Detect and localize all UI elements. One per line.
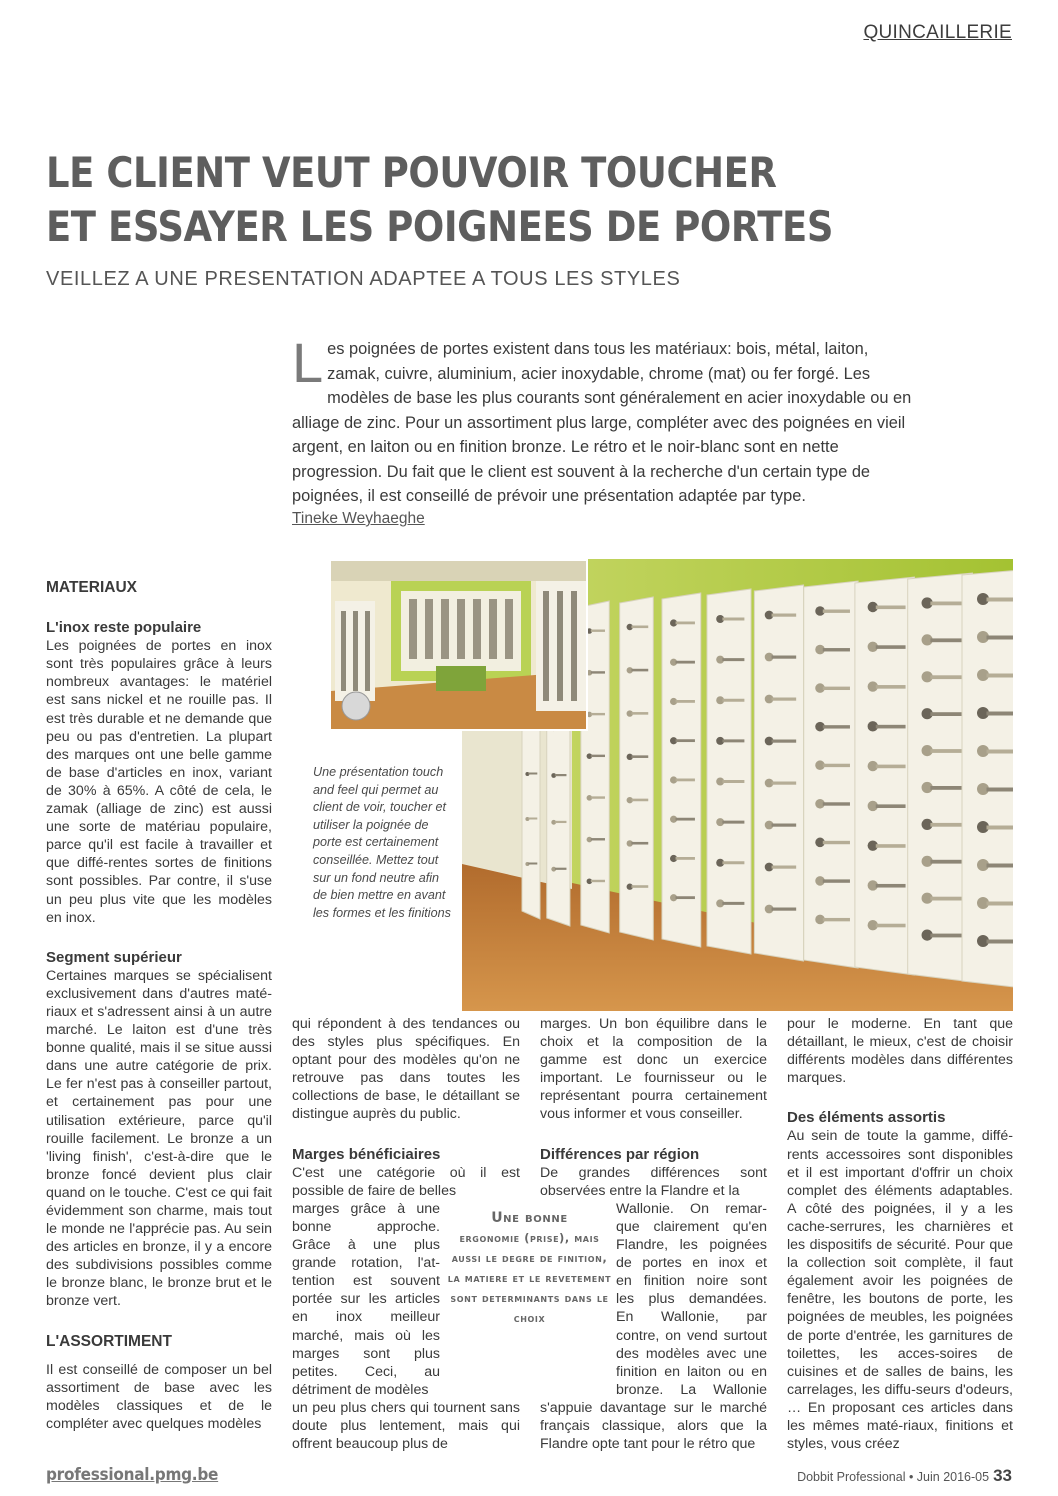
paragraph-region-2: s'appuie davantage sur le marché français classique, alors que la Flandre opte tant pour le rétro que [540,1399,767,1453]
text-line: marché, mais où les [292,1327,440,1344]
paragraph-segment: Certaines marques se spécialisent exclusivement dans d'autres maté-riaux et s'adressent ainsi à un autre marché. Le laiton est d'une très bonne qualité, mais il se situe aussi dans une autre catégorie de prix. Le fer n'est pas à conseiller partout, et certainement pas pour une utilisation extérieure, parce qu'il rouille facilement. Le bronze a un 'living finish', c'est-à-dire que le bronze foncé devient plus clair quand on le touche. C'est ce qui fait évidemment son charme, mais tout le monde ne l'apprécie pas. Au sein des articles en bronze, il y a encore des subdivisions possibles comme le bronze blanc, le bronze brut et le bronze vert. [46,967,272,1310]
paragraph-marges-2: un peu plus chers qui tournent sans doute plus lentement, mais qui offrent beaucoup plus de [292,1399,520,1453]
headline [46,146,838,254]
subtitle: VEILLEZ A UNE PRESENTATION ADAPTEE A TOUS LES STYLES [46,268,681,290]
heading-materiaux: MATERIAUX [46,579,137,596]
showroom-photo-inset [329,559,588,731]
footer-website-link[interactable]: professional.pmg.be [46,1465,219,1485]
paragraph-col4-cont: pour le moderne. En tant que détaillant, le mieux, c'est de choisir différents modèles dans différentes marques. [787,1016,1013,1087]
text-line: portée sur les articles [292,1291,440,1308]
heading-assortiment: L'ASSORTIMENT [46,1332,172,1350]
text-line: détriment de modèles [292,1381,429,1398]
paragraph-marges-narrow [292,1200,440,1399]
article-column-4 [787,1015,1013,1453]
text-line: En Wallonie, par [616,1309,767,1326]
footer-magazine [797,1466,1012,1486]
text-line: en finition noire sont [616,1273,767,1290]
text-line: bronze. La Wallonie [616,1381,767,1398]
heading-marges: Marges bénéficiaires [292,1145,441,1163]
paragraph-assortiment: Il est conseillé de composer un bel assortiment de base avec les modèles classiques et de le compléter avec quelques modèles [46,1361,272,1432]
text-line: que clairement qu'en [616,1218,767,1235]
text-line: contre, on vend surtout [616,1327,767,1344]
drop-cap: L [292,331,324,394]
text-line: marges sont plus [292,1345,440,1362]
text-line: petites. Ceci, au [292,1363,440,1380]
headline-line-2: ET ESSAYER LES POIGNEES DE PORTES [46,202,834,251]
paragraph-marges-1: C'est une catégorie où il est possible de faire de belles [292,1164,520,1199]
heading-elements: Des éléments assortis [787,1109,946,1127]
paragraph-col3-cont: marges. Un bon équilibre dans le choix et la composition de la gamme est donc un exercice important. Le fournisseur ou le représentant pourra certainement vous informer et vous conseiller. [540,1016,767,1123]
heading-region: Différences par région [540,1145,700,1163]
page-number: 33 [993,1466,1012,1485]
headline-line-1: LE CLIENT VEUT POUVOIR TOUCHER [46,148,777,197]
text-line: les plus demandées. [616,1291,767,1308]
text-line: des modèles avec une [616,1345,767,1362]
text-line: grande rotation, l'at- [292,1255,440,1272]
text-line: bonne approche. [292,1218,440,1235]
section-tag: QUINCAILLERIE [863,22,1012,43]
text-line: tention est souvent [292,1273,440,1290]
paragraph-region-1: De grandes différences sont observées entre la Flandre et la [540,1164,767,1199]
text-line: en inox meilleur [292,1309,440,1326]
pull-quote [443,1208,616,1329]
pull-quote-lead: Une bonne [491,1210,568,1226]
text-line: Grâce à une plus [292,1237,440,1254]
paragraph-region-narrow [616,1200,767,1399]
text-line: finition en laiton ou en [616,1363,767,1380]
heading-inox: L'inox reste populaire [46,619,202,637]
footer-magazine-name: Dobbit Professional • Juin 2016-05 [797,1470,990,1484]
text-line: Flandre, les poignées [616,1237,767,1254]
text-line: Wallonie. On remar- [616,1200,767,1217]
paragraph-col2-cont: qui répondent à des tendances ou des styles plus spécifiques. En optant pour des modèles qu'on ne retrouve pas dans toutes les collections de base, le détaillant se distingue auprès du public. [292,1016,520,1123]
text-line: marges grâce à une [292,1200,440,1217]
heading-segment: Segment supérieur [46,948,182,966]
text-line: de portes en inox et [616,1255,767,1272]
article-column-1 [46,579,272,1433]
author-byline: Tineke Weyhaeghe [292,510,425,527]
paragraph-inox: Les poignées de portes en inox sont très populaires grâce à leurs nombreux avantages: le matériel est sans nickel et ne rouille pas. Il est très durable et ne demande que peu ou pas d'entretien. La plupart des marques ont une belle gamme de base d'articles en inox, variant de 30% à 65%. A côté de cela, le zamak (alliage de zinc) est aussi une sorte de matériau populaire, parce qu'il est facile à travailler et que diffé-rentes sortes de finitions sont possibles. Par contre, il s'use un peu plus vite que les modèles en inox. [46,638,272,926]
photo-caption: Une présentation touch and feel qui permet au client de voir, toucher et utiliser la poignée de porte est certainement conseillée. Mettez tout sur un fond neutre afin de bien mettre en avant les formes et les finitions [313,765,451,920]
intro-text: es poignées de portes existent dans tous les matériaux: bois, métal, laiton, zamak, cuivre, aluminium, acier inoxydable, chrome (mat) ou fer forgé. Les modèles de base les plus courants sont généralement en acier inoxydable ou en alliage de zinc. Pour un assortiment plus large, compléter avec des poignées en vieil argent, en laiton ou en finition bronze. Le rétro et le noir-blanc sont en nette progression. Du fait que le client est souvent à la recherche d'un certain type de poignées, il est conseillé de prévoir une présentation adaptée par type. [292,340,912,505]
intro-paragraph [292,331,914,509]
pull-quote-text: ergonomie (prise), mais aussi le degre de finition, la matiere et le revetement sont determinants dans le choix [447,1232,612,1325]
paragraph-elements: Au sein de toute la gamme, diffé-rents accessoires sont disponibles et il est important d'offrir un choix complet des éléments adaptables. A côté des poignées, il y a les cache-serrures, les charnières et les dispositifs de sécurité. Pour que la collection soit complète, il faut également avoir les poignées de fenêtre, les boutons de porte, les poignées de meubles, les poignées de porte d'entrée, les garnitures de toilettes, les acces-soires de cuisines et de salles de bains, les carrelages, les diffu-seurs d'odeurs, … En proposant ces articles dans les mêmes maté-riaux, finitions et styles, vous créez [787,1128,1013,1453]
